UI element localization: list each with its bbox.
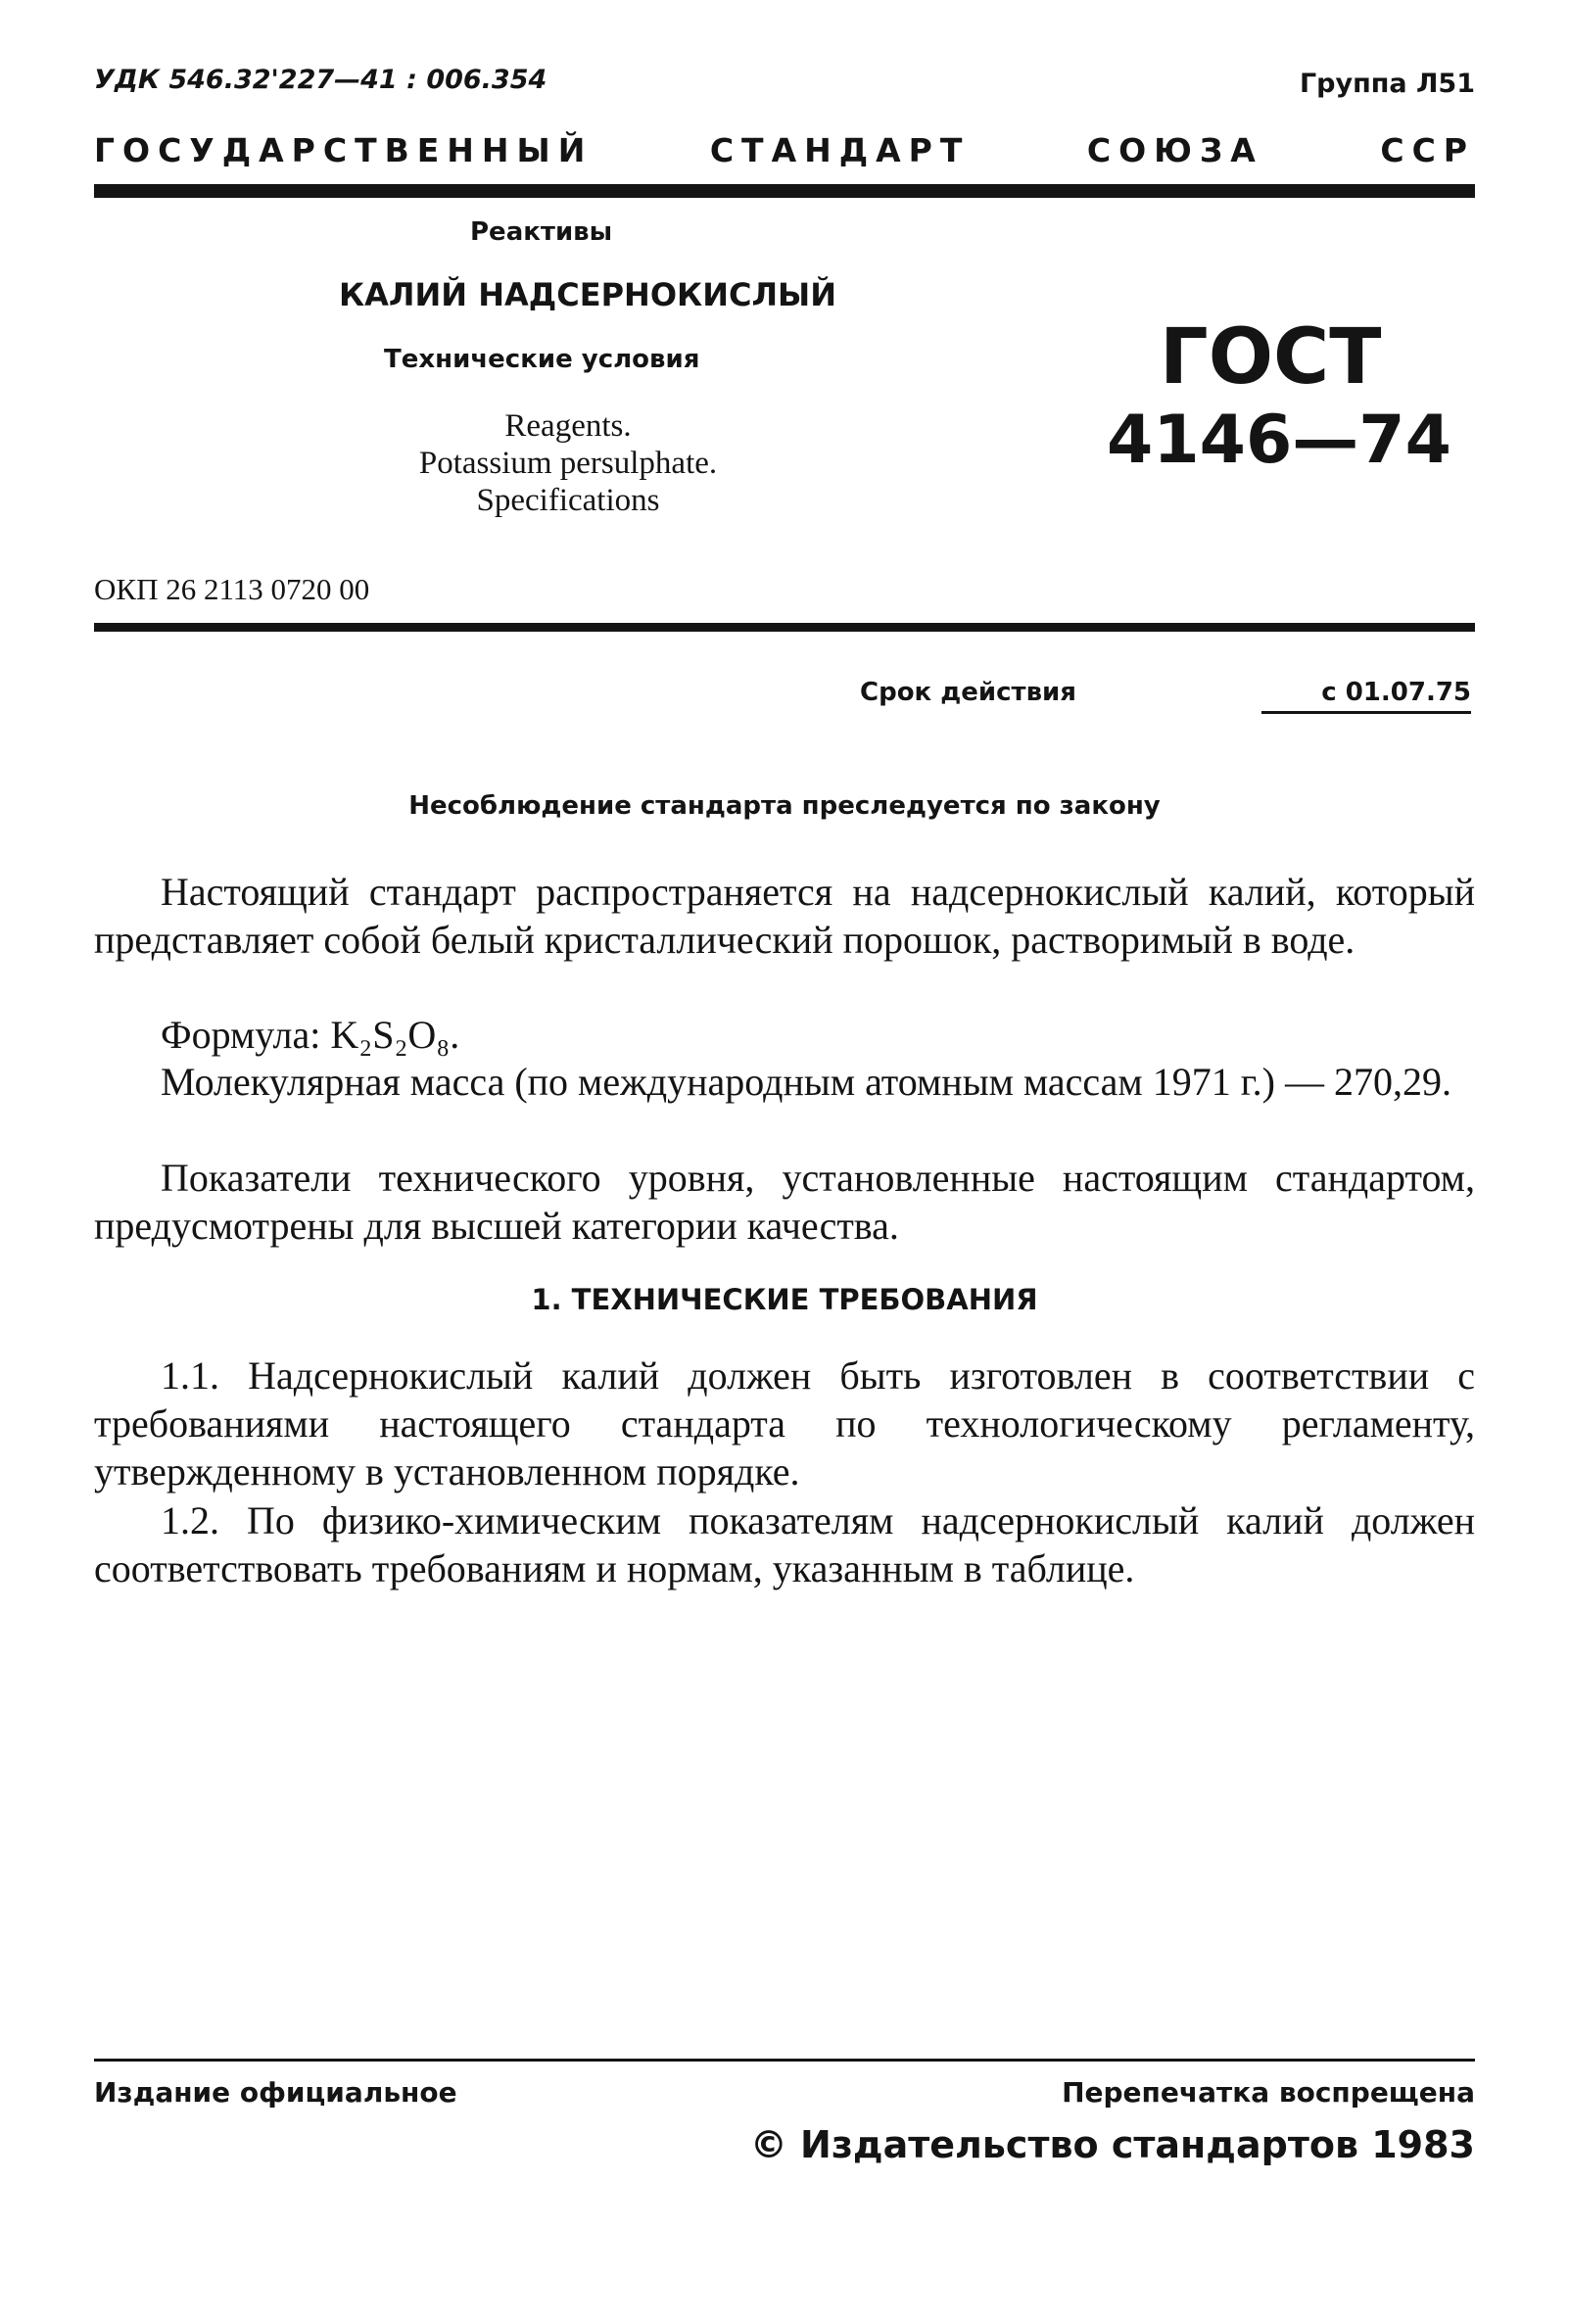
formula-paragraph: Формула: K₂S₂O₈. bbox=[161, 1013, 460, 1057]
quality-paragraph: Показатели технического уровня, установленные настоящим стандартом, предусмотрены для высшей категории качества. bbox=[94, 1156, 1475, 1248]
validity-label: Срок действия bbox=[860, 678, 1076, 707]
english-title-line: Specifications bbox=[476, 483, 660, 518]
org-header bbox=[94, 131, 1475, 169]
english-title-line: Potassium persulphate. bbox=[418, 446, 718, 481]
section-heading: 1. ТЕХНИЧЕСКИЕ ТРЕБОВАНИЯ bbox=[531, 1283, 1038, 1316]
org-header-word: ГОСУДАРСТВЕННЫЙ bbox=[94, 131, 594, 169]
gost-number: 4146—74 bbox=[1107, 402, 1451, 479]
law-notice: Несоблюдение стандарта преследуется по закону bbox=[408, 791, 1161, 821]
org-header-word: СТАНДАРТ bbox=[709, 131, 971, 169]
udk-code: УДК 546.32'227—41 : 006.354 bbox=[94, 65, 547, 95]
reprint-notice: Перепечатка воспрещена bbox=[1062, 2076, 1475, 2109]
product-name: КАЛИЙ НАДСЕРНОКИСЛЫЙ bbox=[339, 276, 836, 313]
intro-paragraph: Настоящий стандарт распространяется на надсернокислый калий, который представляет собой белый кристаллический порошок, растворимый в воде. bbox=[94, 870, 1475, 962]
middle-rule bbox=[94, 623, 1475, 632]
edition-label: Издание официальное bbox=[94, 2076, 457, 2109]
molar-mass-paragraph: Молекулярная масса (по международным атомным массам 1971 г.) — 270,29. bbox=[161, 1060, 1451, 1104]
clause-1-2: 1.2. По физико-химическим показателям надсернокислый калий должен соответствовать требованиям и нормам, указанным в таблице. bbox=[94, 1498, 1475, 1590]
okp-code: ОКП 26 2113 0720 00 bbox=[94, 572, 370, 606]
english-title bbox=[353, 407, 784, 519]
org-header-word: ССР bbox=[1380, 131, 1475, 169]
top-rule bbox=[94, 184, 1475, 198]
clause-1-1: 1.1. Надсернокислый калий должен быть изготовлен в соответствии с требованиями настоящего стандарта по технологическому регламенту, утвержденному в установленном порядке. bbox=[94, 1353, 1475, 1494]
org-header-text bbox=[94, 131, 1475, 169]
group-code: Группа Л51 bbox=[1299, 69, 1475, 99]
category-label: Реактивы bbox=[470, 217, 613, 247]
english-title-line: Reagents. bbox=[504, 408, 632, 444]
org-header-word: СОЮЗА bbox=[1086, 131, 1263, 169]
copyright-notice: © Издательство стандартов 1983 bbox=[749, 2123, 1475, 2166]
validity-date: с 01.07.75 bbox=[1261, 678, 1471, 714]
spec-label: Технические условия bbox=[384, 345, 700, 374]
gost-label: ГОСТ bbox=[1160, 313, 1382, 402]
footer-rule bbox=[94, 2059, 1475, 2062]
